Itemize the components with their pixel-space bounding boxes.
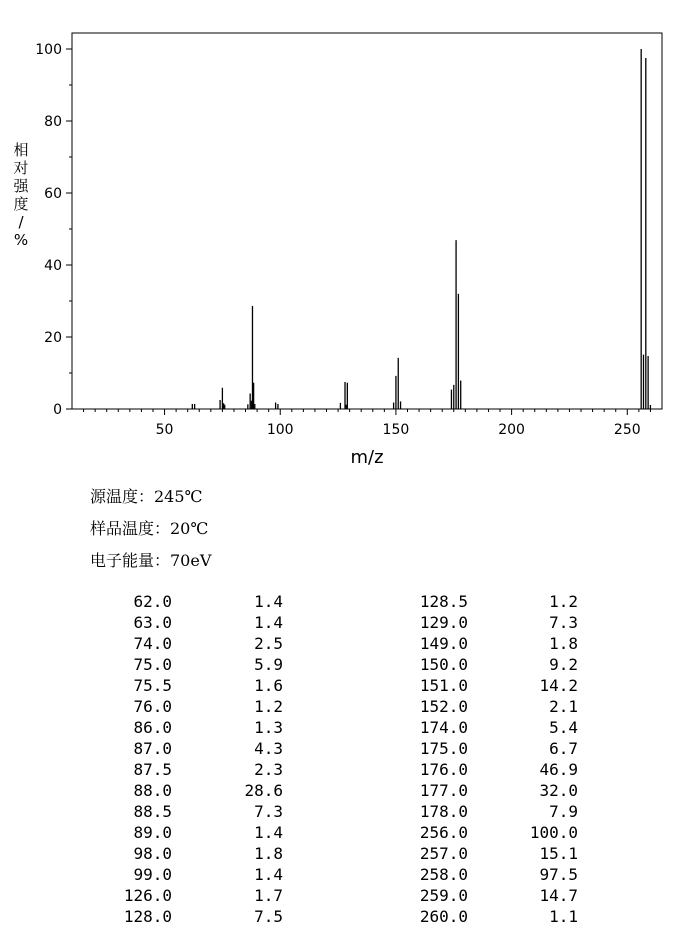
electron-energy: 电子能量：70eV [90, 551, 212, 570]
x-tick-label: 200 [498, 422, 525, 438]
table-row [0, 654, 696, 675]
intensity-value: 1.8 [549, 634, 578, 653]
table-row [0, 843, 696, 864]
intensity-value: 1.6 [254, 676, 283, 695]
mz-value: 176.0 [419, 760, 468, 779]
intensity-value: 5.9 [254, 655, 283, 674]
table-row [0, 780, 696, 801]
intensity-value: 7.9 [549, 802, 578, 821]
mz-value: 129.0 [419, 613, 468, 632]
intensity-value: 5.4 [549, 718, 578, 737]
mz-value: 126.0 [123, 886, 172, 905]
mz-value: 88.0 [133, 781, 172, 800]
x-tick-label: 250 [613, 422, 641, 438]
intensity-value: 7.5 [254, 907, 283, 926]
mz-value: 99.0 [133, 865, 172, 884]
intensity-value: 15.1 [539, 844, 578, 863]
mz-value: 260.0 [419, 907, 468, 926]
intensity-value: 1.7 [254, 886, 283, 905]
intensity-value: 1.2 [549, 592, 578, 611]
intensity-value: 1.4 [254, 592, 283, 611]
table-row [0, 801, 696, 822]
mz-value: 88.5 [133, 802, 172, 821]
mz-value: 175.0 [419, 739, 468, 758]
intensity-value: 14.7 [539, 886, 578, 905]
intensity-value: 1.4 [254, 613, 283, 632]
table-row [0, 885, 696, 906]
intensity-value: 1.1 [549, 907, 578, 926]
mz-value: 74.0 [133, 634, 172, 653]
mz-value: 89.0 [133, 823, 172, 842]
mz-value: 149.0 [419, 634, 468, 653]
mz-value: 86.0 [133, 718, 172, 737]
x-tick-label: 150 [382, 422, 410, 438]
mz-value: 75.0 [133, 655, 172, 674]
table-row [0, 675, 696, 696]
y-tick-label: 100 [35, 42, 62, 58]
table-row [0, 591, 696, 612]
plot-frame [72, 33, 662, 409]
intensity-value: 100.0 [529, 823, 578, 842]
table-row [0, 759, 696, 780]
mz-value: 76.0 [133, 697, 172, 716]
mz-value: 98.0 [133, 844, 172, 863]
mz-value: 62.0 [133, 592, 172, 611]
table-row [0, 822, 696, 843]
mz-value: 87.0 [133, 739, 172, 758]
mz-value: 178.0 [419, 802, 468, 821]
x-axis [84, 409, 651, 438]
table-row [0, 633, 696, 654]
mz-value: 177.0 [419, 781, 468, 800]
y-axis [35, 42, 72, 418]
table-row [0, 612, 696, 633]
intensity-value: 4.3 [254, 739, 283, 758]
y-axis-label: 相对强度/ % [13, 141, 29, 249]
y-tick-label: 40 [44, 258, 62, 274]
intensity-value: 1.2 [254, 697, 283, 716]
intensity-value: 28.6 [244, 781, 283, 800]
intensity-value: 32.0 [539, 781, 578, 800]
intensity-value: 1.4 [254, 823, 283, 842]
x-tick-label: 100 [266, 422, 294, 438]
mz-value: 259.0 [419, 886, 468, 905]
peak-bars [192, 49, 650, 409]
table-row [0, 696, 696, 717]
y-tick-label: 0 [53, 402, 62, 418]
intensity-value: 97.5 [539, 865, 578, 884]
intensity-value: 46.9 [539, 760, 578, 779]
x-axis-label: m/z [350, 447, 384, 468]
table-row [0, 738, 696, 759]
mz-value: 151.0 [419, 676, 468, 695]
y-tick-label: 20 [44, 330, 62, 346]
intensity-value: 1.8 [254, 844, 283, 863]
y-tick-label: 80 [44, 114, 62, 130]
intensity-value: 14.2 [539, 676, 578, 695]
mz-value: 150.0 [419, 655, 468, 674]
intensity-value: 2.5 [254, 634, 283, 653]
intensity-value: 1.4 [254, 865, 283, 884]
mz-value: 257.0 [419, 844, 468, 863]
mz-value: 63.0 [133, 613, 172, 632]
intensity-value: 1.3 [254, 718, 283, 737]
intensity-value: 9.2 [549, 655, 578, 674]
mz-value: 256.0 [419, 823, 468, 842]
mz-value: 174.0 [419, 718, 468, 737]
mz-value: 128.5 [419, 592, 468, 611]
mz-value: 87.5 [133, 760, 172, 779]
table-row [0, 906, 696, 927]
mz-value: 128.0 [123, 907, 172, 926]
intensity-value: 2.3 [254, 760, 283, 779]
intensity-value: 7.3 [549, 613, 578, 632]
sample-temperature: 样品温度：20℃ [90, 519, 209, 538]
mz-value: 258.0 [419, 865, 468, 884]
intensity-value: 7.3 [254, 802, 283, 821]
x-tick-label: 50 [155, 422, 174, 438]
mz-value: 75.5 [133, 676, 172, 695]
mz-value: 152.0 [419, 697, 468, 716]
table-row [0, 864, 696, 885]
table-row [0, 717, 696, 738]
intensity-value: 2.1 [549, 697, 578, 716]
source-temperature: 源温度：245℃ [90, 487, 203, 506]
intensity-value: 6.7 [549, 739, 578, 758]
y-tick-label: 60 [44, 186, 62, 202]
